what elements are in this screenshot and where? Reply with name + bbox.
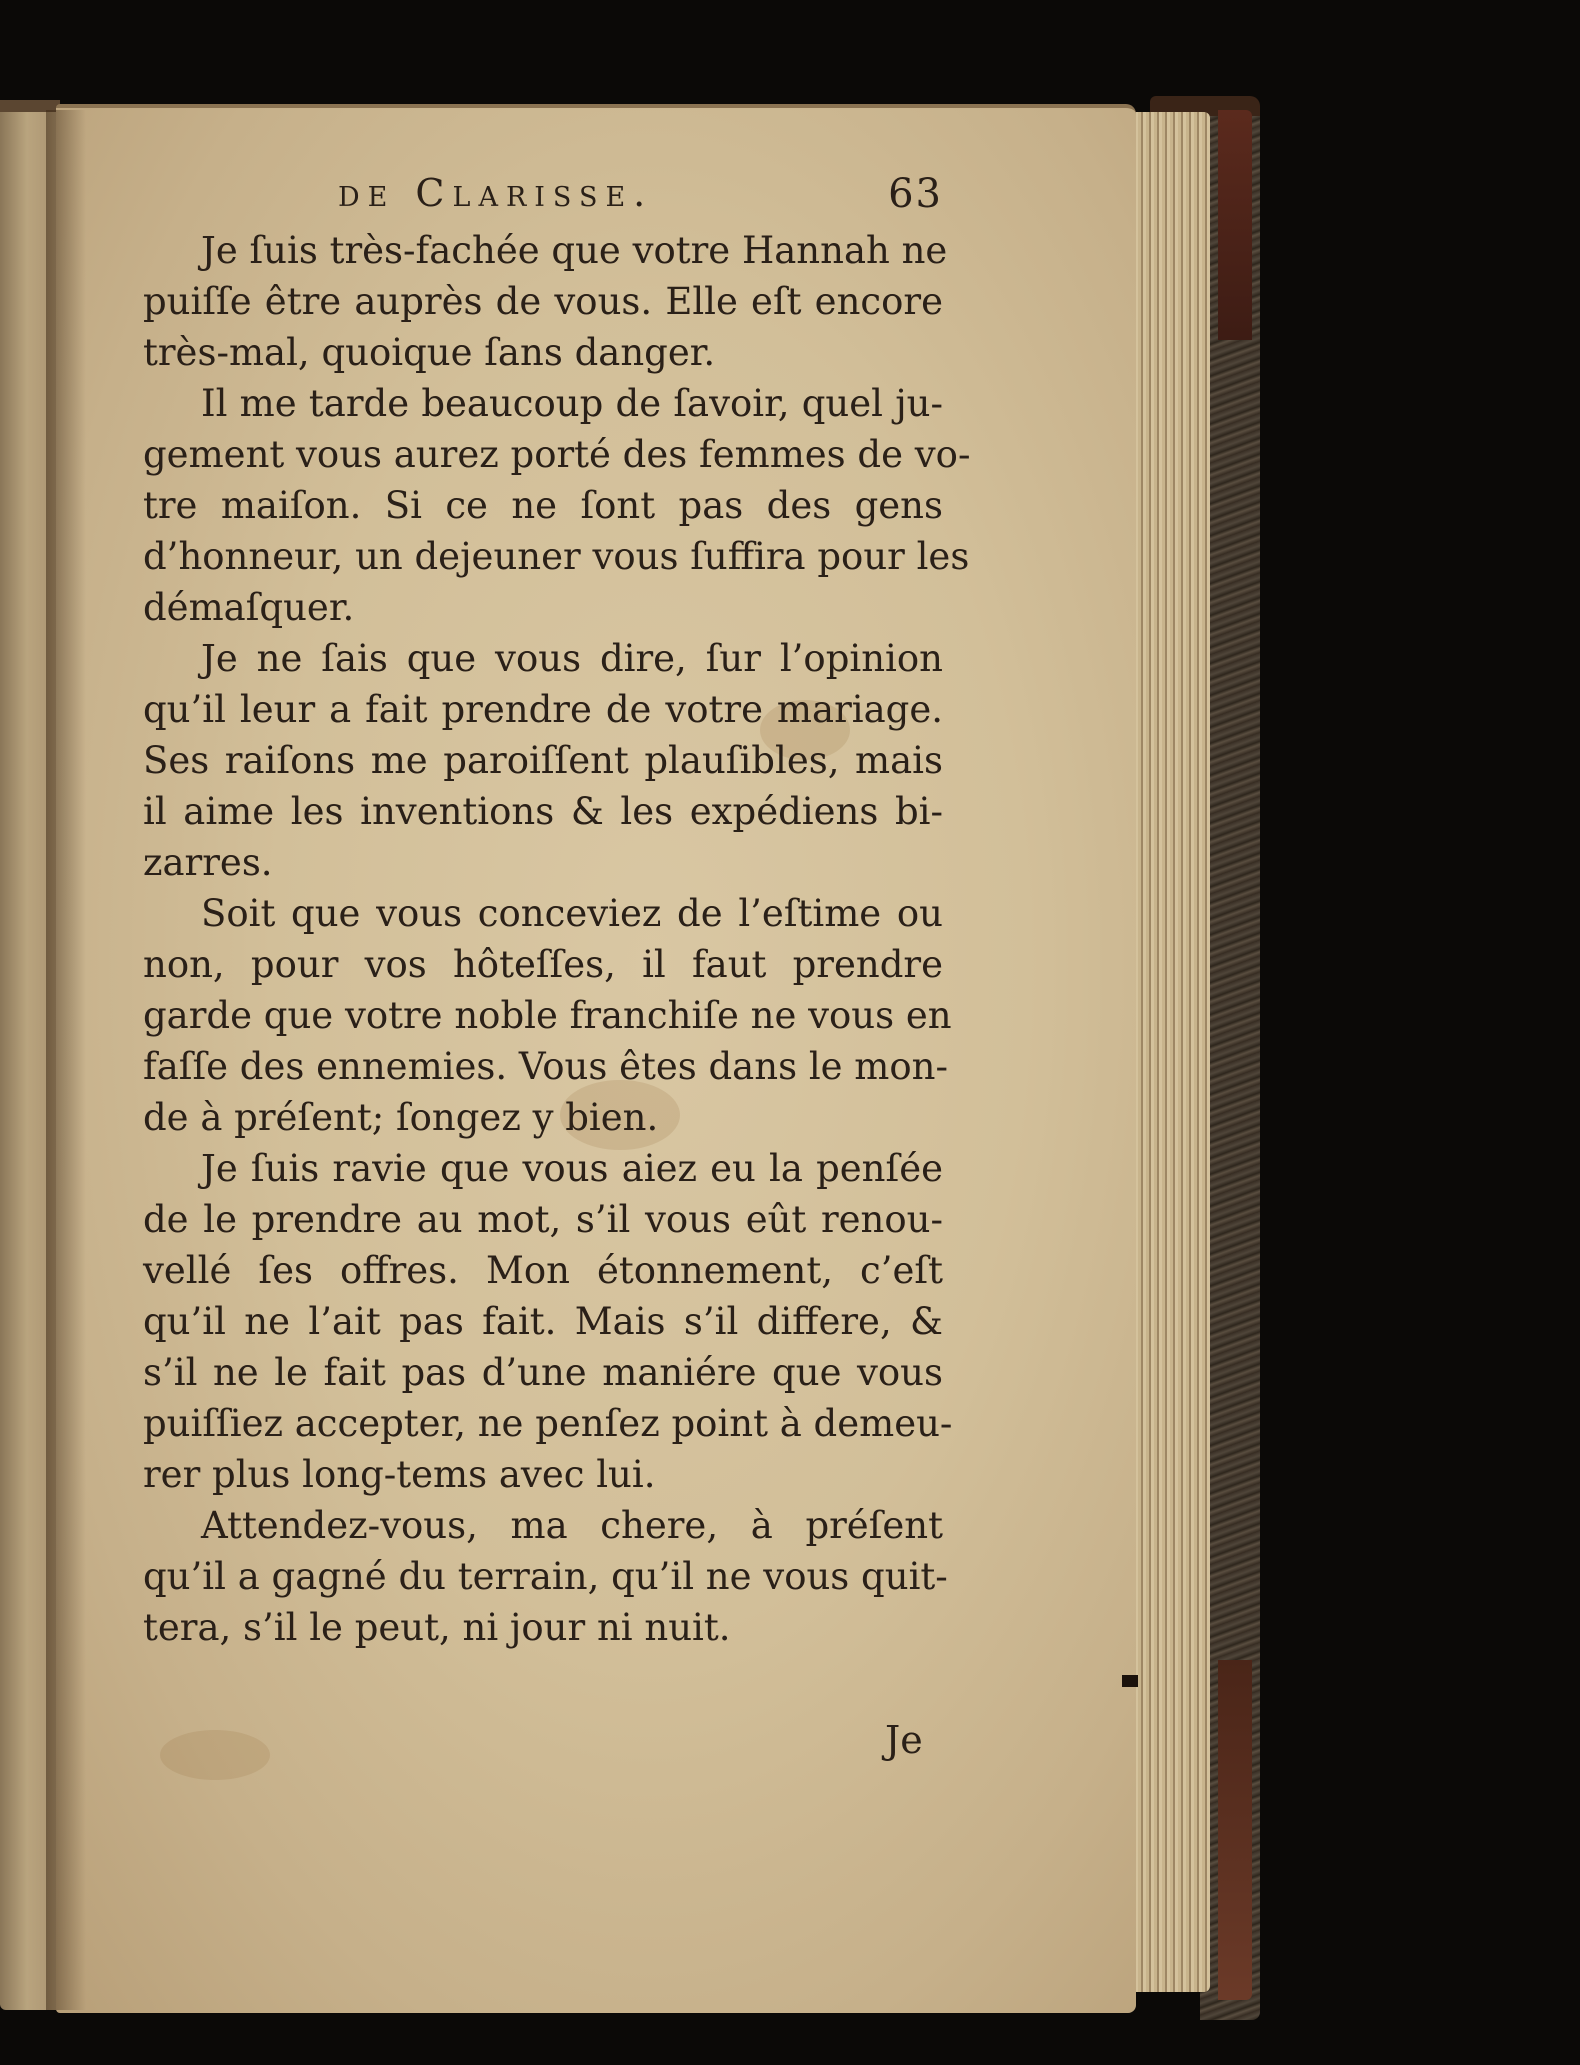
- text-line: démaſquer.: [143, 586, 355, 629]
- text-line: qu’il leur a fait prendre de votre mariage.: [143, 688, 943, 731]
- text-line: gement vous aurez porté des femmes de vo-: [143, 433, 971, 476]
- text-line: puiſſiez accepter, ne penſez point à demeu-: [143, 1402, 953, 1445]
- text-line: Soit que vous conceviez de l’eſtime ou: [201, 892, 943, 935]
- paragraph: [143, 378, 971, 633]
- text-line: Ses raiſons me paroiſſent plauſibles, mais: [143, 739, 943, 782]
- gutter-shadow: [46, 110, 86, 2010]
- paragraph: [143, 1143, 953, 1500]
- page-text: [143, 165, 971, 1653]
- text-line: de le prendre au mot, s’il vous eût renou-: [143, 1198, 943, 1241]
- paragraph: [143, 888, 952, 1143]
- spine-leather-top: [1218, 110, 1252, 340]
- paragraph: [143, 1500, 948, 1653]
- text-line: de à préſent; ſongez y bien.: [143, 1096, 659, 1139]
- text-line: zarres.: [143, 841, 273, 884]
- catchword: Je: [885, 1718, 923, 1762]
- text-line: Je ſuis ravie que vous aiez eu la penſée: [201, 1147, 943, 1190]
- text-line: garde que votre noble franchiſe ne vous en: [143, 994, 952, 1037]
- paragraph: [143, 225, 948, 378]
- spine-leather-bottom: [1218, 1660, 1252, 2000]
- page-edges: [1130, 112, 1210, 1992]
- text-line: rer plus long-tems avec lui.: [143, 1453, 656, 1496]
- foxing-stain: [160, 1730, 270, 1780]
- text-line: qu’il a gagné du terrain, qu’il ne vous quit-: [143, 1555, 948, 1598]
- text-line: faſſe des ennemies. Vous êtes dans le mon-: [143, 1045, 949, 1088]
- text-line: d’honneur, un dejeuner vous ſuffira pour les: [143, 535, 970, 578]
- text-line: très-mal, quoique ſans danger.: [143, 331, 716, 374]
- page-number: 63: [888, 171, 943, 217]
- text-line: puiſſe être auprès de vous. Elle eſt encore: [143, 280, 943, 323]
- running-head: [143, 165, 943, 225]
- text-line: Il me tarde beaucoup de ſavoir, quel ju-: [201, 382, 943, 425]
- text-line: vellé ſes offres. Mon étonnement, c’eſt: [143, 1249, 943, 1292]
- text-line: s’il ne le fait pas d’une maniére que vous: [143, 1351, 943, 1394]
- paragraph: [143, 633, 943, 888]
- text-line: qu’il ne l’ait pas fait. Mais s’il differe, &: [143, 1300, 943, 1343]
- text-line: non, pour vos hôteſſes, il faut prendre: [143, 943, 943, 986]
- text-line: il aime les inventions & les expédiens bi-: [143, 790, 943, 833]
- text-line: tera, s’il le peut, ni jour ni nuit.: [143, 1606, 731, 1649]
- text-line: Je ne ſais que vous dire, ſur l’opinion: [201, 637, 943, 680]
- text-line: tre maiſon. Si ce ne ſont pas des gens: [143, 484, 943, 527]
- text-line: Attendez-vous, ma chere, à préſent: [201, 1504, 943, 1547]
- text-line: Je ſuis très-fachée que votre Hannah ne: [201, 229, 948, 272]
- page-edge-mark: [1122, 1675, 1138, 1687]
- running-head-title: de Clarisse.: [338, 171, 654, 215]
